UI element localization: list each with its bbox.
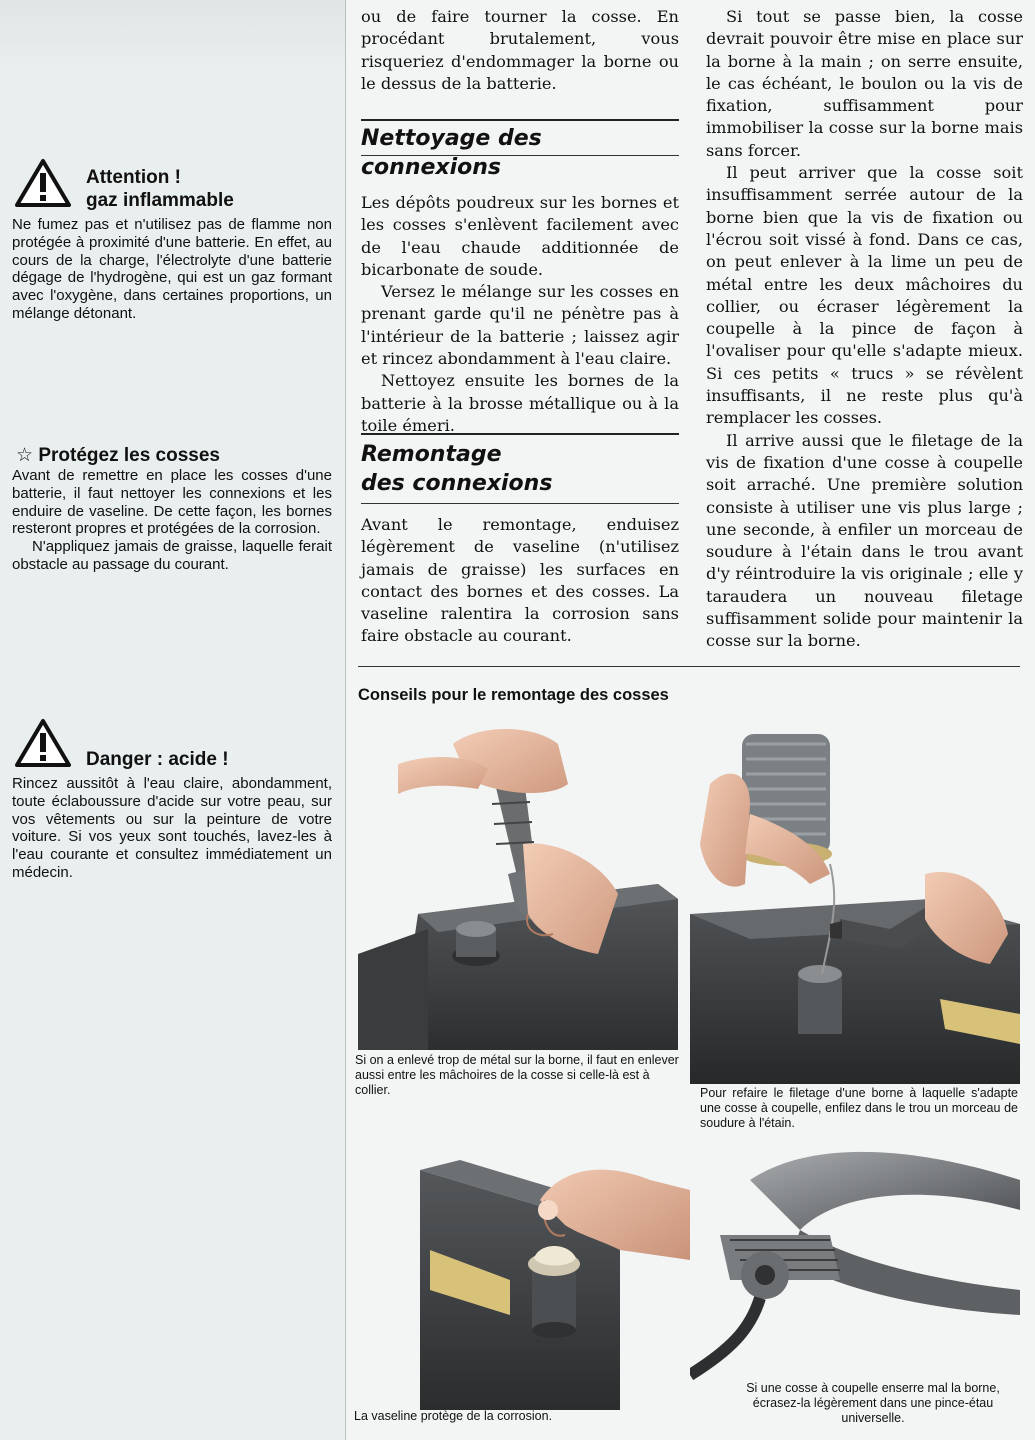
remontage-title-line2: des connexions xyxy=(361,471,553,496)
nettoyage-section xyxy=(361,124,679,437)
nettoyage-p3: Nettoyez ensuite les bornes de la batterie à la brosse métallique ou à la toile émeri. xyxy=(361,371,679,435)
caption-1: Si on a enlevé trop de métal sur la borne, il faut en enlever aussi entre les mâchoires de la cosse si celle-là est à collier. xyxy=(355,1053,679,1097)
caption-2: Pour refaire le filetage d'une borne à laquelle s'adapte une cosse à coupelle, enfilez dans le trou un morceau de soudure à l'étain. xyxy=(700,1086,1018,1130)
protegez-title: Protégez les cosses xyxy=(38,445,220,466)
right-p1: Si tout se passe bien, la cosse devrait pouvoir être mise en place sur la borne à la main ; on serre ensuite, le cas échéant, le boulon ou la vis de fixation, suffisamment pour immobiliser la cosse sur la borne mais sans forcer. xyxy=(706,7,1023,160)
star-icon: ☆ xyxy=(16,444,34,466)
protegez-box xyxy=(12,444,332,574)
attention-box xyxy=(12,158,332,323)
remontage-section xyxy=(361,440,679,648)
danger-text: Rincez aussitôt à l'eau claire, abondamment, toute éclaboussure d'acide sur votre peau, sur vos vêtements ou sur la peinture de votre voiture. Si vos yeux sont touchés, lavez-les à l'eau courante et consultez immédiatement un médecin. xyxy=(12,775,332,881)
remontage-title-line1: Remontage xyxy=(361,442,502,467)
attention-title-line1: Attention ! xyxy=(86,167,181,188)
warning-triangle-icon xyxy=(14,158,72,208)
title-underline xyxy=(361,503,679,504)
danger-title: Danger : acide ! xyxy=(86,749,229,770)
nettoyage-p2: Versez le mélange sur les cosses en prenant garde qu'il ne pénètre pas à l'intérieur de la batterie ; laissez agir et rincez abondamment à l'eau claire. xyxy=(361,282,679,369)
figure-soudure xyxy=(690,724,1020,1084)
attention-text: Ne fumez pas et n'utilisez pas de flamme non protégée à proximité d'une batterie. En effet, au cours de la charge, l'électrolyte d'une batterie dégage de l'hydrogène, qui est un gaz formant avec l'oxygène, dans certaines proportions, un mélange détonant. xyxy=(12,216,332,322)
section-rule xyxy=(361,119,679,121)
column-right xyxy=(706,6,1023,653)
attention-title-line2: gaz inflammable xyxy=(86,190,234,211)
column-middle xyxy=(361,6,679,95)
figure-vaseline xyxy=(400,1140,690,1410)
caption-4: Si une cosse à coupelle enserre mal la borne, écrasez-la légèrement dans une pince-étau universelle. xyxy=(746,1381,1000,1425)
figure-file-cosse xyxy=(358,724,678,1050)
warning-triangle-icon xyxy=(14,718,72,768)
section-rule xyxy=(361,433,679,435)
remontage-p1: Avant le remontage, enduisez légèrement de vaseline (n'utilisez jamais de graisse) les surfaces en contact des bornes et des cosses. La vaseline ralentira la corrosion sans faire obstacle au courant. xyxy=(361,515,679,646)
figure-pince-etau xyxy=(690,1140,1020,1380)
danger-box xyxy=(12,718,332,882)
caption-3: La vaseline protège de la corrosion. xyxy=(354,1409,553,1423)
nettoyage-title: Nettoyage des connexions xyxy=(361,126,542,180)
nettoyage-p1: Les dépôts poudreux sur les bornes et les cosses s'enlèvent facilement avec de l'eau chaude additionnée de bicarbonate de soude. xyxy=(361,193,679,279)
conseils-title: Conseils pour le remontage des cosses xyxy=(358,686,669,704)
right-p3: Il arrive aussi que le filetage de la vis de fixation d'une cosse à coupelle soit arraché. Une première solution consiste à utiliser une vis plus large ; une seconde, à enfiler un morceau de soudure à l'étain dans le trou avant d'y réintroduire la vis originale ; elle y taraudera un nouveau filetage suffisamment solide pour maintenir la cosse sur la borne. xyxy=(706,430,1023,651)
title-underline xyxy=(361,155,679,156)
protegez-text1: Avant de remettre en place les cosses d'une batterie, il faut nettoyer les connexions et les enduire de vaseline. De cette façon, les bornes resteront propres et protégées de la corrosion. xyxy=(12,467,332,538)
conseils-rule xyxy=(358,666,1020,667)
right-p2: Il peut arriver que la cosse soit insuffisamment serrée autour de la borne bien que la vis de fixation ou l'écrou soit vissé à fond. Dans ce cas, on peut enlever à la lime un peu de métal entre les deux mâchoires du collier, ou écraser légèrement la coupelle à la pince de façon à l'ovaliser pour qu'elle s'adapte mieux. Si ces petits « trucs » se révèlent insuffisants, il ne reste plus qu'à remplacer les cosses. xyxy=(706,163,1023,428)
middle-intro: ou de faire tourner la cosse. En procédant brutalement, vous risqueriez d'endommager la borne ou le dessus de la batterie. xyxy=(361,7,679,93)
protegez-text2: N'appliquez jamais de graisse, laquelle ferait obstacle au passage du courant. xyxy=(12,538,332,573)
